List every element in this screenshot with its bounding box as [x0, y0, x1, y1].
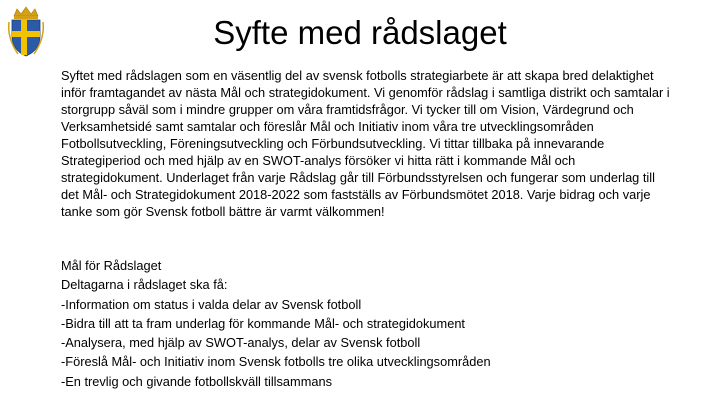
goals-heading: Mål för Rådslaget: [61, 258, 162, 273]
list-item: -Analysera, med hjälp av SWOT-analys, delar av Svensk fotboll: [61, 335, 421, 351]
list-item: -En trevlig och givande fotbollskväll tillsammans: [61, 373, 332, 389]
intro-paragraph: Syftet med rådslagen som en väsentlig del av svensk fotbolls strategiarbete är att skapa bred delaktighet inför framtagandet av nästa Mål och strategidokument. Vi genomför rådslag i samtliga distrikt och samtalar i storgrupp såväl som i mindre grupper om våra framtidsfrågor. Vi tycker till om Vision, Värdegrund och Verksamhetsidé samt samtalar och föreslår Mål och Initiativ inom våra tre utvecklingsområden Fotbollsutveckling, Föreningsutveckling och Förbundsutveckling. Vi tittar tillbaka på innevarande Strategiperiod och med hjälp av en SWOT-analys försöker vi hitta rätt i kommande Mål och strategidokument. Underlaget från varje Rådslag går till Förbundsstyrelsen och fungerar som underlag till det Mål- och Strategidokument 2018-2022 som fastställs av Förbundsmötet 2018. Varje bidrag och varje tanke som gör Svensk fotboll bättre är varmt välkommen!: [61, 68, 670, 219]
list-item: -Bidra till att ta fram underlag för kommande Mål- och strategidokument: [61, 315, 465, 331]
list-item: -Föreslå Mål- och Initiativ inom Svensk fotbolls tre olika utvecklingsområden: [61, 354, 491, 370]
page-title: Syfte med rådslaget: [213, 14, 507, 51]
goals-list: [61, 256, 681, 391]
list-item: -Information om status i valda delar av Svensk fotboll: [61, 296, 362, 312]
goals-subheading: Deltagarna i rådslaget ska få:: [61, 277, 228, 293]
